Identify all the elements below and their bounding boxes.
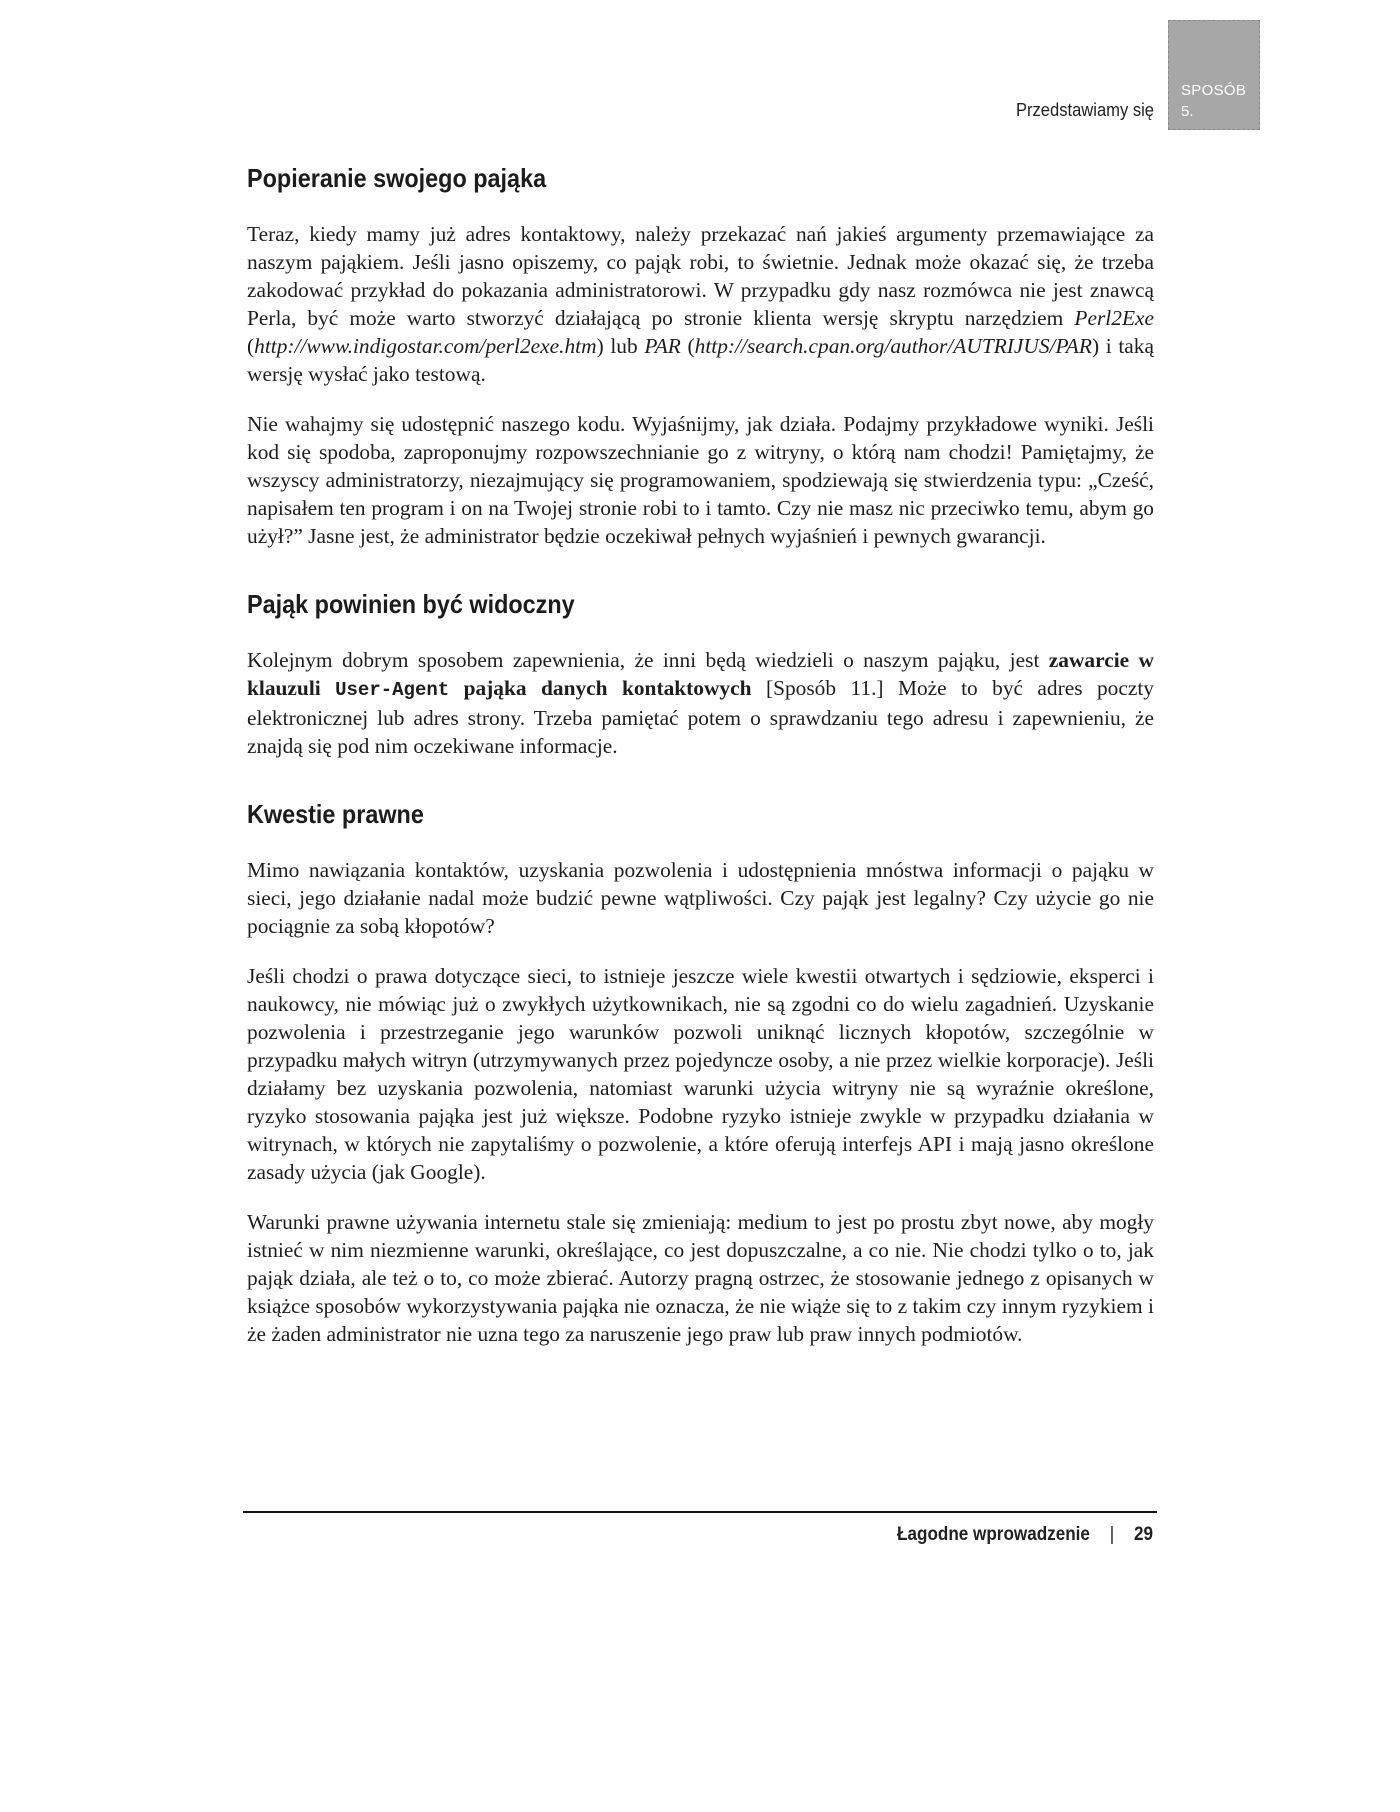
product-name-perl2exe: Perl2Exe [1074, 306, 1154, 330]
paragraph: Mimo nawiązania kontaktów, uzyskania pozwolenia i udostępnienia mnóstwa informacji o pająku w sieci, jego działanie nadal może budzić pewne wątpliwości. Czy pająk jest legalny? Czy użycie go nie pociągnie za sobą kłopotów? [247, 858, 1154, 938]
running-head: Przedstawiamy się [1015, 100, 1154, 120]
section-heading: Popieranie swojego pająka [247, 163, 547, 193]
footer-separator: | [1109, 1524, 1115, 1545]
page-body [247, 162, 1154, 1348]
chapter-tab-number: 5. [1181, 103, 1194, 120]
page-number: 29 [1133, 1524, 1153, 1545]
url-perl2exe: http://www.indigostar.com/perl2exe.htm [254, 334, 597, 358]
paragraph: Nie wahajmy się udostępnić naszego kodu. Wyjaśnijmy, jak działa. Podajmy przykładowe wyniki. Jeśli kod się spodoba, zaproponujmy rozpowszechnianie go z witryny, o którą nam chodzi! Pamiętajmy, że wszyscy administratorzy, niezajmujący się programowaniem, spodziewają się stwierdzenia typu: „Cześć, napisałem ten program i on na Twojej stronie robi to i tamto. Czy nie masz nic przeciwko temu, abym go użył?” Jasne jest, że administrator będzie oczekiwał pełnych wyjaśnień i pewnych gwarancji. [247, 412, 1154, 548]
code-user-agent: User-Agent [335, 679, 450, 701]
text-run: ) i taką wersję wysłać jako testową. [247, 334, 1154, 386]
text-run: ( [247, 334, 255, 358]
product-name-par: PAR [644, 334, 681, 358]
page-footer [655, 1524, 1153, 1546]
footer-book-title: Łagodne wprowadzenie [897, 1524, 1090, 1545]
text-run: [Sposób 11.] Może to być adres poczty elektronicznej lub adres strony. Trzeba pamiętać potem o sprawdzaniu tego adresu i zapewnieniu, że znajdą się pod nim oczekiwane informacje. [247, 676, 1154, 758]
chapter-tab [1168, 20, 1260, 130]
paragraph [247, 220, 1154, 388]
section-heading: Kwestie prawne [247, 799, 424, 829]
text-run: ) lub [596, 334, 645, 358]
chapter-tab-label: SPOSÓB [1181, 82, 1247, 99]
paragraph: Jeśli chodzi o prawa dotyczące sieci, to istnieje jeszcze wiele kwestii otwartych i sędziowie, eksperci i naukowcy, nie mówiąc już o zwykłych użytkownikach, nie są zgodni co do wielu zagadnień. Uzyskanie pozwolenia i przestrzeganie jego warunków pozwoli uniknąć licznych kłopotów, szczególnie w przypadku małych witryn (utrzymywanych przez pojedyncze osoby, a nie przez wielkie korporacje). Jeśli działamy bez uzyskania pozwolenia, natomiast warunki użycia witryny nie są wyraźnie określone, ryzyko stosowania pająka jest już większe. Podobne ryzyko istnieje zwykle w przypadku działania w witrynach, w których nie zapytaliśmy o pozwolenie, a które oferują interfejs API i mają jasno określone zasady użycia (jak Google). [247, 964, 1154, 1184]
url-par: http://search.cpan.org/author/AUTRIJUS/PAR [694, 334, 1092, 358]
text-run: pająka danych kontaktowych [449, 676, 752, 700]
footer-rule [243, 1511, 1157, 1513]
paragraph [247, 646, 1154, 760]
section-heading: Pająk powinien być widoczny [247, 589, 575, 619]
paragraph: Warunki prawne używania internetu stale się zmieniają: medium to jest po prostu zbyt nowe, aby mogły istnieć w nim niezmienne warunki, określające, co jest dopuszczalne, a co nie. Nie chodzi tylko o to, jak pająk działa, ale też o to, co może zbierać. Autorzy pragną ostrzec, że stosowanie jednego z opisanych w książce sposobów wykorzystywania pająka nie oznacza, że nie wiąże się to z takim czy innym ryzykiem i że żaden administrator nie uzna tego za naruszenie jego praw lub praw innych podmiotów. [247, 1210, 1154, 1346]
text-run: Kolejnym dobrym sposobem zapewnienia, że inni będą wiedzieli o naszym pająku, jest [247, 648, 1049, 672]
text-run: zawarcie w klauzuli [247, 648, 1154, 700]
text-run: ( [680, 334, 695, 358]
text-run: Teraz, kiedy mamy już adres kontaktowy, należy przekazać nań jakieś argumenty przemawiające za naszym pająkiem. Jeśli jasno opiszemy, co pająk robi, to świetnie. Jednak może okazać się, że trzeba zakodować przykład do pokazania administratorowi. W przypadku gdy nasz rozmówca nie jest znawcą Perla, być może warto stworzyć działającą po stronie klienta wersję skryptu narzędziem [247, 222, 1154, 330]
